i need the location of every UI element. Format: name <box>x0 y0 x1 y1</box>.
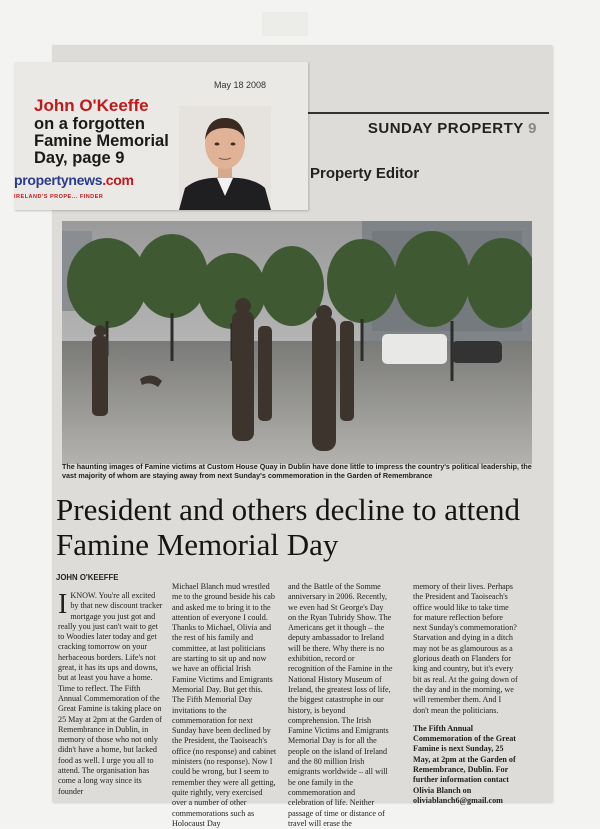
article-column-4 <box>413 582 518 806</box>
column-4-text: memory of their lives. Perhaps the President and Taoiseach's office would like to take time for mature reflection before next Sunday's commemoration? Starvation and dying in a ditch may not be as glamourous as a glorious death on Flanders for king and country, but it's every bit as real. At the going down of the day and in the morning, we will remember them. And I don't mean the politicians. <box>413 582 518 715</box>
drop-cap: I <box>58 589 68 620</box>
article-column-3 <box>288 582 393 829</box>
issue-date: May 18 2008 <box>214 80 267 90</box>
event-info: The Fifth Annual Commemoration of the Great Famine is next Sunday, 25 May, at 2pm at the Garden of Remembrance, Dublin. For further information contact Olivia Blanch on oliviablanch6@gmail.com <box>413 723 516 805</box>
article-byline: JOHN O'KEEFFE <box>56 573 119 582</box>
famine-memorial-photo <box>62 221 532 464</box>
author-portrait <box>179 106 271 210</box>
brand-tagline: IRELAND'S PROPE... FINDER <box>14 194 104 200</box>
article-headline: President and others decline to attend Famine Memorial Day <box>56 492 521 562</box>
section-header <box>307 112 549 144</box>
teaser-headline: on a forgotten Famine Memorial Day, page 9 <box>34 115 169 167</box>
teaser-clipping <box>14 62 308 210</box>
section-name: SUNDAY PROPERTY 9 <box>367 120 537 137</box>
author-name: John O'Keeffe <box>34 96 149 115</box>
page-number: 9 <box>528 120 537 137</box>
brand-logo: propertynews.com <box>14 172 134 188</box>
photo-caption: The haunting images of Famine victims at Custom House Quay in Dublin have done little to impress the country's political leadership, the vast majority of whom are staying away from next Sunday's commemoration in the Garden of Remembrance <box>62 462 532 480</box>
column-2-text: Michael Blanch mud wrestled me to the ground beside his cab and asked me to bring it to the attention of everyone I could. Thanks to Michael, Olivia and the rest of his family and committee, at last politicians are starting to sit up and now we have an official Irish Famine Victims and Emigrants Memorial Day. But get this. The Fifth Memorial Day invitations to the commemoration for next Sunday have been declined by the President, the Taoiseach's office (no response) and cabinet ministers (no response). Now I could be wrong, but I seem to remember they were all getting, quite rightly, very exercised over a number of other commemorations such as Holocaust Day <box>172 582 277 828</box>
author-role: Property Editor <box>310 165 420 182</box>
column-3-text: and the Battle of the Somme anniversary in 2006. Recently, we even had St George's Day on the Ryan Tubridy Show. The Americans get it though – the deputy ambassador to Ireland will be there. Why there is no exhibition, record or recognition of the Famine in the National History Museum of Ireland, the greatest loss of life, the biggest catastrophe in our history, is beyond comprehension. The Irish Famine Victims and Emigrants Memorial Day is for all the people on the island of Ireland and the 80 million Irish emigrants worldwide – all will be one family in the commemoration and celebration of life. Neither passage of time or distance of travel will erase the <box>288 582 393 828</box>
article-column-2 <box>172 582 277 829</box>
tape-strip <box>262 12 308 36</box>
article-column-1 <box>58 591 163 797</box>
column-1-text: KNOW. You're all excited by that new discount tracker mortgage you just got and really you just can't wait to get to Woodies later today and get cracking tomorrow on your herbaceous borders. Life's not great, it has its ups and downs, but at least you have a home. Time to reflect. The Fifth Annual Commemoration of the Great Famine is taking place on 25 May at 2pm at the Garden of Remembrance in Dublin, in memory of those who not only didn't have a home, but lacked food as well. I urge you all to attend. The organisation has come a long way since its founder <box>58 591 163 796</box>
